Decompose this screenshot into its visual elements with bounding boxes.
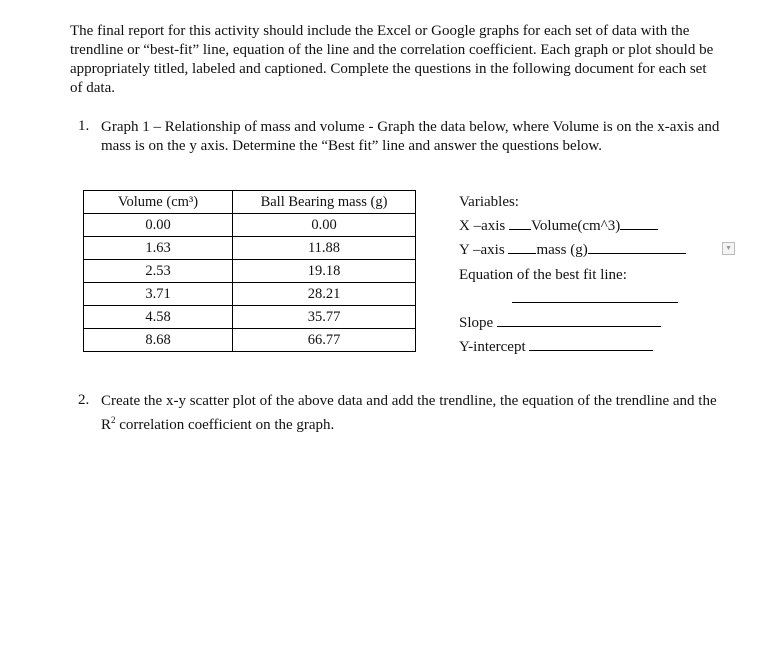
intercept-blank[interactable] — [529, 335, 653, 351]
q2-text-a: Create the x-y scatter plot of the above data and add the trendline, the equation of the trendline and the R — [101, 393, 717, 433]
header-volume: Volume (cm³) — [84, 191, 233, 214]
cell-mass: 35.77 — [233, 306, 416, 329]
cell-volume: 3.71 — [84, 283, 233, 306]
slope-line — [459, 311, 686, 335]
table-row — [84, 306, 416, 329]
x-axis-value[interactable]: Volume(cm^3) — [531, 218, 621, 235]
question-1-text: Graph 1 – Relationship of mass and volume - Graph the data below, where Volume is on the x-axis and mass is on the y axis. Determine the “Best fit” line and answer the questions below. — [101, 119, 720, 154]
question-2-number: 2. — [78, 392, 90, 408]
cell-mass: 11.88 — [233, 237, 416, 260]
cell-mass: 28.21 — [233, 283, 416, 306]
table-row — [84, 329, 416, 352]
question-2-text — [101, 392, 721, 435]
equation-blank[interactable] — [459, 287, 686, 311]
table-header-row — [84, 191, 416, 214]
cell-mass: 19.18 — [233, 260, 416, 283]
table-row — [84, 214, 416, 237]
question-1-number: 1. — [78, 118, 90, 134]
cell-volume: 0.00 — [84, 214, 233, 237]
variables-title: Variables: — [459, 194, 519, 210]
x-axis-label: X –axis — [459, 218, 509, 235]
equation-label: Equation of the best fit line: — [459, 266, 627, 283]
cell-volume: 4.58 — [84, 306, 233, 329]
cell-mass: 0.00 — [233, 214, 416, 237]
y-axis-line — [459, 238, 686, 262]
cell-volume: 1.63 — [84, 237, 233, 260]
intercept-label: Y-intercept — [459, 339, 530, 356]
y-axis-label: Y –axis — [459, 242, 509, 259]
cell-volume: 8.68 — [84, 329, 233, 352]
intercept-line — [459, 335, 686, 359]
table-row — [84, 283, 416, 306]
cell-mass: 66.77 — [233, 329, 416, 352]
variables-section — [459, 190, 686, 359]
dropdown-arrow-icon[interactable]: ▼ — [722, 242, 735, 255]
intro-paragraph: The final report for this activity should include the Excel or Google graphs for each set of data with the trendline or “best-fit” line, equation of the line and the correlation coefficient. Each graph or plot should be appropriately titled, labeled and captioned. Complete the questions in the following document for each set of data. — [70, 23, 714, 96]
slope-label: Slope — [459, 315, 497, 332]
table-row — [84, 237, 416, 260]
header-mass: Ball Bearing mass (g) — [233, 191, 416, 214]
data-table — [83, 190, 416, 352]
cell-volume: 2.53 — [84, 260, 233, 283]
y-axis-value[interactable]: mass (g) — [536, 242, 588, 259]
table-row — [84, 260, 416, 283]
x-axis-line — [459, 214, 686, 238]
r-squared-superscript: 2 — [111, 415, 116, 425]
slope-blank[interactable] — [497, 311, 661, 327]
q2-text-b: correlation coefficient on the graph. — [115, 417, 335, 433]
